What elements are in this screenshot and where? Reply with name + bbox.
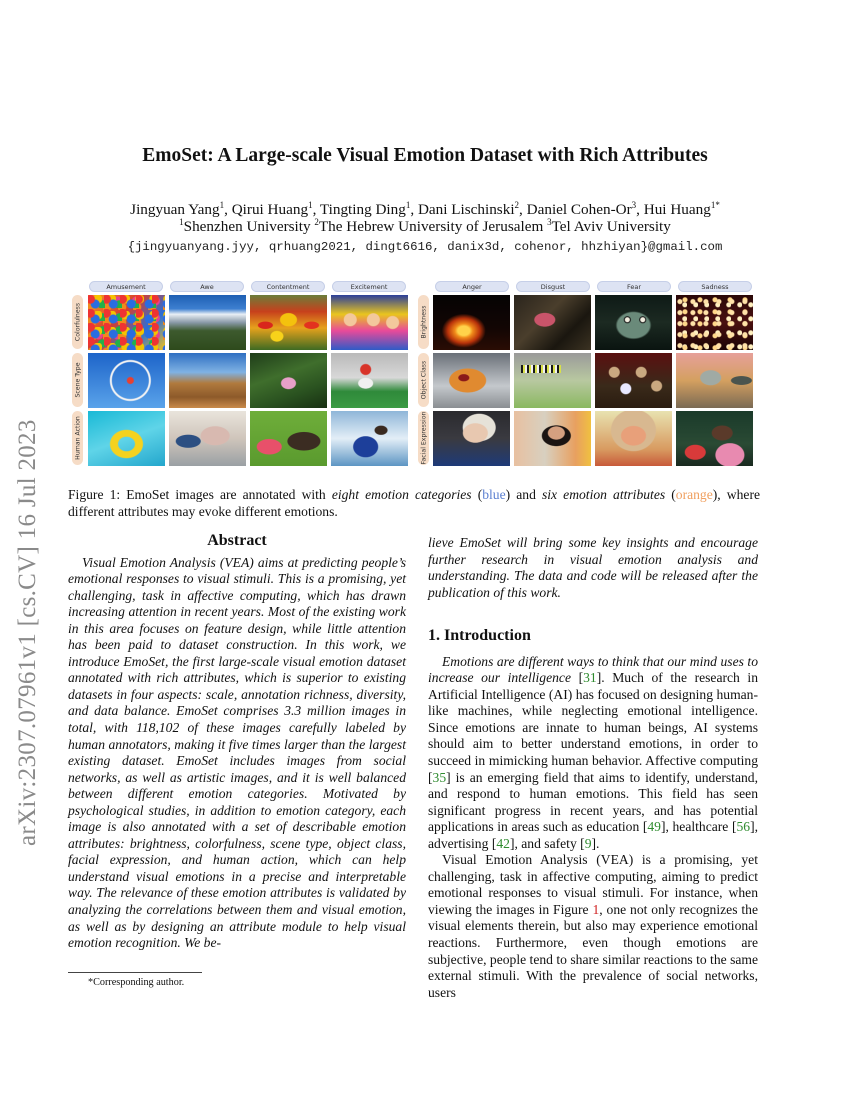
caption-text: EmoSet images are annotated with [120, 487, 332, 502]
caption-emphasis: eight emotion categories [331, 487, 472, 502]
image-contentment-human-action [250, 411, 327, 466]
intro-text: , advertising [428, 819, 758, 851]
image-fear-object-class [595, 353, 672, 408]
affiliation: Tel Aviv University [551, 218, 671, 235]
image-disgust-brightness [514, 295, 591, 350]
affiliation-mark: 1 [219, 199, 225, 210]
attribute-pill-colorfulness [72, 295, 83, 349]
category-pill-contentment: Contentment [251, 281, 325, 292]
author: Tingting Ding [319, 201, 406, 218]
paper-title: EmoSet: A Large-scale Visual Emotion Dataset with Rich Attributes [142, 145, 708, 166]
attribute-label: Colorfulness [74, 302, 81, 342]
image-amusement-human-action [88, 411, 165, 466]
citation-link[interactable]: 56 [736, 819, 751, 835]
footnote-divider [68, 972, 202, 973]
arxiv-stamp: arXiv:2307.07961v1 [cs.CV] 16 Jul 2023 [14, 419, 41, 846]
attribute-label: Facial Expression [420, 411, 427, 465]
right-column [428, 535, 758, 1001]
attribute-label: Object Class [420, 360, 427, 400]
attribute-pill-object-class [418, 353, 429, 407]
citation-link[interactable]: 31 [583, 670, 597, 686]
affiliation-mark: 2 [514, 199, 520, 210]
category-pill-sadness: Sadness [678, 281, 752, 292]
author: Jingyuan Yang [130, 201, 220, 218]
category-pill-fear: Fear [597, 281, 671, 292]
image-excitement-human-action [331, 411, 408, 466]
intro-text: , one not only recognizes the visual elements therein, but also may experience emotional reactions. Furthermore, even though emotions are subjective, people tend to share similar reactions to the same external stimuli. With the prevalence of social networks, users [428, 901, 758, 1000]
abstract-body: Visual Emotion Analysis (VEA) aims at predicting people’s emotional responses to visual stimuli. This is a promising, yet challenging, task in affective computing, which has drawn increasing attention in recent years. Most of the existing work in this area focuses on feature design, while little attention has been paid to dataset construction. In this work, we introduce EmoSet, the first large-scale visual emotion dataset annotated with rich attributes, which is superior to existing datasets in four aspects: scale, annotation richness, diversity, and data balance. EmoSet comprises 3.3 million images in total, with 118,102 of these images carefully labeled by human annotators, making it five times larger than the largest existing dataset. EmoSet includes images from social networks, as well as artistic images, and it is well balanced between different emotion categories. Motivated by psychological studies, in addition to emotion category, each image is also annotated with a set of describable emotion attributes: brightness, colorfulness, scene type, object class, facial expression, and human action, which can help understand visual emotions in a precise and interpretable way. The relevance of these emotion attributes is validated by analyzing the correlations between them and visual emotion, as well as by designing an attribute module to help visual emotion recognition. We be- [68, 554, 406, 951]
caption-label: Figure 1: [68, 487, 121, 502]
affiliation-mark: 3 [547, 216, 552, 227]
attribute-pill-human-action [72, 411, 83, 465]
affiliation-mark: 1 [179, 216, 184, 227]
image-fear-brightness [595, 295, 672, 350]
image-amusement-colorfulness [88, 295, 165, 350]
image-disgust-facial-expression [514, 411, 591, 466]
figure-caption [68, 486, 760, 520]
author-list: Jingyuan Yang$^1$, Qirui Huang$^1$, Tingting Ding$^1$, Dani Lischinski$^2$, Daniel Cohen-Or$^3$, Hui Huang$^{1*}$ [130, 199, 720, 218]
affiliation-mark: 2 [314, 216, 319, 227]
category-pill-amusement: Amusement [89, 281, 163, 292]
image-excitement-scene-type [331, 353, 408, 408]
attribute-label: Brightness [420, 305, 427, 339]
intro-quote: Emotions are different ways to think that our mind uses to increase our intelligence [428, 653, 758, 686]
caption-text: ), where different attributes may evoke different emotions. [68, 487, 760, 519]
citation-link[interactable]: 42 [496, 835, 510, 851]
caption-blue-word: blue [482, 487, 506, 502]
citation-link[interactable]: 49 [647, 819, 661, 835]
image-sadness-brightness [676, 295, 753, 350]
abstract-heading: Abstract [207, 532, 267, 549]
author: Dani Lischinski [417, 201, 515, 218]
intro-text: . [596, 835, 600, 851]
author: Hui Huang [643, 201, 711, 218]
abstract-continuation: lieve EmoSet will bring some key insights and encourage further research in visual emotion analysis and understanding. The data and code will be released after the publication of this work. [428, 535, 758, 600]
caption-text: ( [665, 487, 676, 502]
intro-text: . Much of the research in Artificial Intelligence (AI) has focused on designing human-like machines, while neglecting emotional intelligence. Since emotions are innate to human beings, AI systems should aim to better understand emotions, in order to succeed in mimicking human behavior. Affective computing [428, 670, 758, 769]
author: Daniel Cohen-Or [526, 201, 632, 218]
intro-paragraph-1: Emotions are different ways to think that our mind uses to increase our intelligence [31]. Much of the research in Artificial Intelligence (AI) has focused on designing human-like machines, while neglecting emotional intelligence. Since emotions are innate to human beings, AI systems should aim to better understand emotions, in order to succeed in mimicking human behavior. Affective computing [35] is an emerging field that aims to identify, understand, and respond to human emotions. This field has seen significant progress in recent years, and has potential applications in areas such as education [49], healthcare [56], advertising [42], and safety [9]. [428, 653, 758, 851]
attribute-label: Scene Type [74, 362, 81, 398]
affiliation-mark: 1 [308, 199, 313, 210]
image-awe-human-action [169, 411, 246, 466]
caption-orange-word: orange [675, 487, 713, 502]
caption-emphasis: six emotion attributes [541, 487, 666, 502]
image-disgust-object-class [514, 353, 591, 408]
category-pill-awe: Awe [170, 281, 244, 292]
intro-text: , and safety [514, 835, 581, 851]
attribute-pill-scene-type [72, 353, 83, 407]
affiliation-mark: 1 [405, 199, 411, 210]
intro-text: , healthcare [665, 819, 732, 835]
author-emails: {jingyuanyang.jyy, qrhuang2021, dingt6616, danix3d, cohenor, hhzhiyan}@gmail.com [127, 240, 723, 254]
attribute-label: Human Action [74, 416, 81, 460]
attribute-pill-brightness [418, 295, 429, 349]
affiliation: The Hebrew University of Jerusalem [318, 218, 544, 235]
image-awe-scene-type [169, 353, 246, 408]
affiliation: Shenzhen University [183, 218, 311, 235]
image-contentment-scene-type [250, 353, 327, 408]
author: Qirui Huang [231, 201, 309, 218]
image-fear-facial-expression [595, 411, 672, 466]
image-awe-colorfulness [169, 295, 246, 350]
caption-text: ( [471, 487, 483, 502]
image-sadness-facial-expression [676, 411, 753, 466]
category-pill-excitement: Excitement [332, 281, 406, 292]
attribute-pill-facial-expression [418, 411, 429, 465]
image-anger-brightness [433, 295, 510, 350]
image-amusement-scene-type [88, 353, 165, 408]
image-excitement-colorfulness [331, 295, 408, 350]
footnote: *Corresponding author. [88, 977, 185, 988]
citation-link[interactable]: 35 [432, 769, 447, 785]
figure-reference-link[interactable]: 1 [592, 901, 600, 917]
intro-paragraph-2 [428, 852, 758, 1001]
affiliations [0, 218, 850, 236]
intro-text: is an emerging field that aims to identify, understand, and respond to human emotions. This field has seen significant progress in recent years, and has potential applications in areas such as education [428, 769, 758, 835]
left-column [68, 533, 406, 952]
category-pill-disgust: Disgust [516, 281, 590, 292]
affiliation-mark: 1* [710, 199, 720, 210]
category-pill-anger: Anger [435, 281, 509, 292]
image-anger-facial-expression [433, 411, 510, 466]
image-anger-object-class [433, 353, 510, 408]
affiliation-mark: 3 [631, 199, 637, 210]
introduction-heading: 1. Introduction [428, 627, 531, 645]
caption-text: ) and [505, 487, 542, 502]
citation-link[interactable]: 9 [584, 835, 592, 851]
image-sadness-object-class [676, 353, 753, 408]
intro-text: Visual Emotion Analysis (VEA) is a promising, yet challenging, task in affective computing, aiming to predict emotional responses to visual stimuli. For instance, when viewing the images in Figure [428, 852, 758, 917]
image-contentment-colorfulness [250, 295, 327, 350]
